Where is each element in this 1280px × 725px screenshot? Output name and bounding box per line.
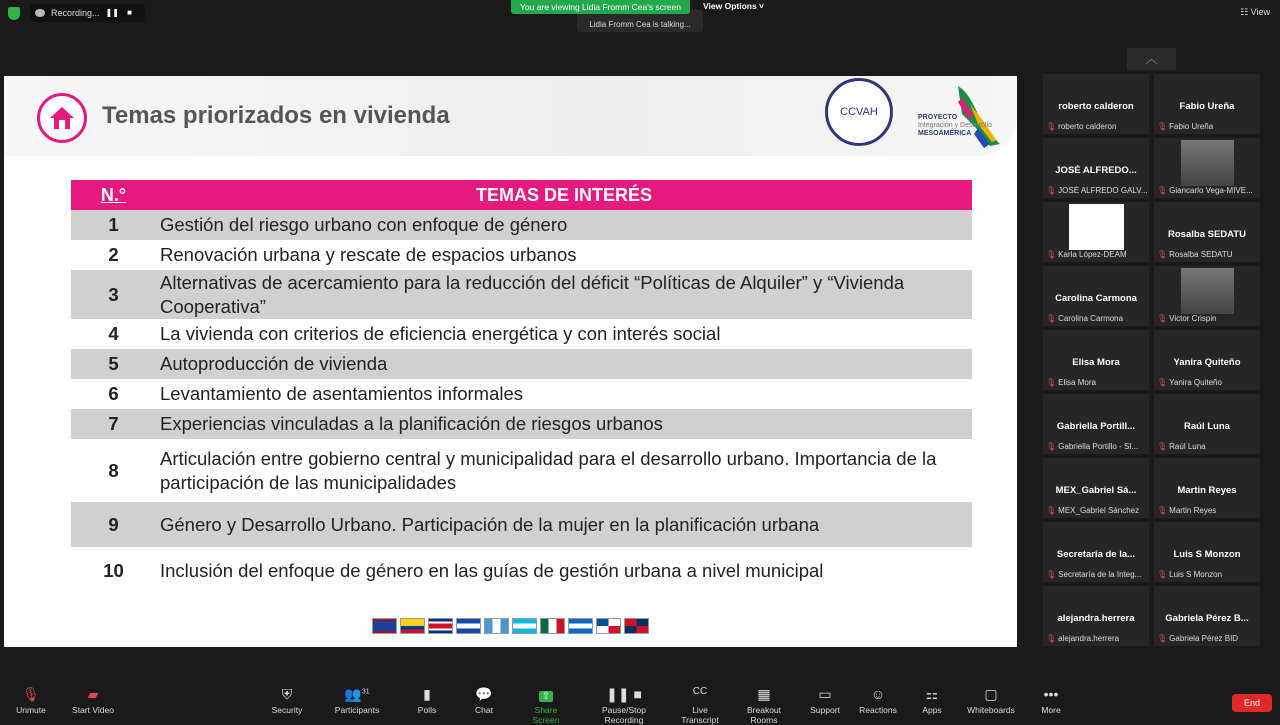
flag-panama-icon (596, 618, 621, 634)
participant-tile[interactable] (1154, 458, 1260, 518)
participant-name: Gabriella Portill... (1056, 421, 1136, 432)
participant-logo (1069, 204, 1124, 250)
row-number: 5 (71, 349, 156, 379)
row-topic: Levantamiento de asentamientos informales (160, 383, 524, 404)
participant-name: MEX_Gabriel Sá... (1055, 485, 1137, 496)
reactions-icon: ☺ (870, 686, 886, 702)
share-screen-label: Share Screen (532, 705, 560, 725)
participant-label: Martin Reyes (1169, 506, 1217, 515)
participant-name: Elisa Mora (1072, 357, 1120, 368)
breakout-rooms-icon: ▦ (757, 686, 771, 702)
participant-name: Yanira Quiteño (1173, 357, 1241, 368)
participant-tile[interactable] (1154, 266, 1260, 326)
participant-name: JOSÉ ALFREDO... (1055, 165, 1137, 176)
unmute-button[interactable] (14, 686, 48, 715)
more-button[interactable] (1040, 686, 1062, 715)
table-row (71, 502, 972, 547)
participant-tile[interactable] (1154, 330, 1260, 390)
pause-recording-icon[interactable]: ❚❚ (105, 8, 119, 17)
participant-label: roberto calderon (1058, 122, 1117, 131)
recording-indicator (30, 4, 145, 22)
start-video-label: Start Video (72, 705, 114, 715)
flag-guatemala-icon (484, 618, 509, 634)
participant-name: Fabio Ureña (1179, 101, 1235, 112)
live-transcript-button[interactable] (673, 686, 727, 725)
cc-icon: CC (692, 686, 708, 697)
shared-screen-slide (4, 76, 1017, 647)
col-num-header: N.° (71, 180, 156, 210)
col-topic-header: TEMAS DE INTERÉS (156, 180, 972, 210)
chat-icon: 💬 (475, 686, 493, 702)
live-transcript-label: Live Transcript (681, 705, 719, 725)
end-meeting-button[interactable]: End (1232, 694, 1272, 712)
flag-costa-rica-icon (428, 618, 453, 634)
polls-button[interactable] (414, 686, 440, 715)
row-topic: Autoproducción de vivienda (156, 349, 972, 379)
muted-mic-icon: 🎙 (1157, 634, 1168, 643)
participant-label: Gabriella Portillo - SI... (1058, 442, 1139, 451)
participant-label: MEX_Gabriel Sánchez (1058, 506, 1140, 515)
whiteboards-label: Whiteboards (967, 705, 1015, 715)
participant-tile[interactable] (1154, 522, 1260, 582)
muted-mic-icon: 🎙 (1046, 506, 1057, 515)
pause-recording-label: Pause/Stop Recording (602, 705, 646, 725)
participant-tile[interactable] (1043, 522, 1149, 582)
participant-tile[interactable] (1043, 202, 1149, 262)
participant-tile[interactable] (1043, 266, 1149, 326)
viewing-banner: You are viewing Lidia Fromm Cea's screen (511, 0, 690, 14)
table-row (71, 319, 972, 349)
security-label: Security (271, 705, 303, 715)
participant-name: Luis S Monzon (1173, 549, 1241, 560)
stop-recording-icon[interactable]: ■ (127, 8, 132, 17)
gallery-scroll-up-button[interactable]: ︿ (1127, 48, 1176, 70)
proyecto-mesoamerica-logo (918, 84, 1000, 152)
muted-mic-icon: 🎙 (1157, 122, 1168, 131)
participants-label: Participants (334, 705, 380, 715)
muted-mic-icon: 🎙 (1157, 186, 1168, 195)
meeting-top-bar (0, 0, 1280, 28)
muted-mic-icon: 🎙 (1046, 250, 1057, 259)
security-button[interactable] (268, 686, 306, 715)
breakout-rooms-button[interactable] (734, 686, 794, 725)
muted-mic-icon: 🎙 (1046, 442, 1057, 451)
more-dots-icon: ••• (1043, 686, 1059, 702)
talking-label: Lidia Fromm Cea is talking... (589, 20, 691, 29)
muted-mic-icon: 🎙 (1157, 378, 1168, 387)
participant-label: Carolina Carmona (1058, 314, 1124, 323)
row-topic: Renovación urbana y rescate de espacios urbanos (160, 244, 577, 265)
participant-label: Giancarlo Vega-MIVE... (1169, 186, 1253, 195)
participant-tile[interactable] (1043, 74, 1149, 134)
view-button[interactable]: ☷ View (1240, 7, 1270, 17)
row-number: 8 (108, 459, 119, 481)
muted-microphone-icon: 🎙 (22, 686, 40, 702)
participant-label: Yanira Quiteño (1169, 378, 1222, 387)
participant-name: alejandra.herrera (1057, 613, 1135, 624)
breakout-rooms-label: Breakout Rooms (746, 705, 782, 725)
muted-mic-icon: 🎙 (1046, 570, 1057, 579)
flag-colombia-icon (400, 618, 425, 634)
reactions-label: Reactions (859, 705, 897, 715)
flag-mexico-icon (540, 618, 565, 634)
security-shield-icon[interactable] (8, 7, 20, 20)
muted-mic-icon: 🎙 (1157, 570, 1168, 579)
participants-button[interactable] (333, 686, 381, 715)
participant-name: Carolina Carmona (1055, 293, 1137, 304)
participant-tile[interactable] (1154, 74, 1260, 134)
proyecto-label: PROYECTO (918, 114, 958, 121)
ccvah-logo: CCVAH (825, 78, 893, 146)
row-number: 2 (108, 244, 119, 265)
polls-icon: ▮ (423, 686, 431, 702)
topics-table (71, 180, 972, 595)
row-number: 4 (108, 323, 119, 344)
muted-mic-icon: 🎙 (1046, 122, 1057, 131)
muted-mic-icon: 🎙 (1157, 250, 1168, 259)
participant-label: Luis S Monzon (1169, 570, 1223, 579)
participants-count: 31 (361, 688, 370, 696)
reactions-button[interactable] (859, 686, 897, 715)
row-number: 1 (71, 210, 156, 240)
muted-mic-icon: 🎙 (1157, 442, 1168, 451)
flag-nicaragua-icon (568, 618, 593, 634)
participant-name: Gabriela Pérez B... (1165, 613, 1249, 624)
share-screen-button[interactable] (521, 686, 571, 725)
participant-tile[interactable] (1043, 394, 1149, 454)
row-number: 9 (71, 502, 156, 547)
flag-dominican-republic-icon (624, 618, 649, 634)
muted-mic-icon: 🎙 (1046, 378, 1057, 387)
participant-tile[interactable] (1043, 330, 1149, 390)
apps-icon: ⚏ (925, 686, 939, 702)
muted-mic-icon: 🎙 (1046, 634, 1057, 643)
participant-tile[interactable] (1154, 586, 1260, 646)
country-flags (372, 618, 649, 634)
share-screen-icon: ⇧ (521, 686, 571, 704)
polls-label: Polls (417, 705, 437, 715)
unmute-label: Unmute (16, 705, 46, 715)
row-number: 6 (108, 383, 119, 404)
row-topic: Alternativas de acercamiento para la reducción del déficit “Políticas de Alquiler” y “Vivienda Cooperativa” (156, 270, 972, 319)
table-row (71, 379, 972, 409)
participant-tile[interactable] (1154, 394, 1260, 454)
row-topic: Articulación entre gobierno central y municipalidad para el desarrollo urbano. Importancia de la participación de las municipalidades (160, 447, 937, 493)
participant-tile[interactable] (1043, 138, 1149, 198)
participant-tile[interactable] (1154, 202, 1260, 262)
participant-name: Martin Reyes (1177, 485, 1237, 496)
chat-label: Chat (475, 705, 493, 715)
table-row (71, 270, 972, 319)
meeting-toolbar (0, 683, 1280, 725)
support-icon: ▭ (818, 686, 832, 702)
pause-stop-icon: ❚❚ ■ (606, 686, 642, 702)
support-label: Support (810, 705, 840, 715)
more-label: More (1041, 705, 1061, 715)
shield-icon: ⛨ (281, 686, 293, 702)
row-topic: Género y Desarrollo Urbano. Participación de la mujer en la planificación urbana (156, 502, 972, 547)
row-topic: Experiencias vinculadas a la planificación de riesgos urbanos (156, 409, 972, 439)
participants-icon: 👥$^{31}$ (344, 686, 370, 702)
row-topic: Gestión del riesgo urbano con enfoque de género (156, 210, 972, 240)
muted-mic-icon: 🎙 (1046, 314, 1057, 323)
participant-tile[interactable] (1043, 458, 1149, 518)
participant-label: Secretaría de la Integ... (1058, 570, 1142, 579)
participant-label: Raúl Luna (1169, 442, 1206, 451)
proyecto-brand: MESOAMÉRICA (918, 130, 972, 137)
flag-el-salvador-icon (456, 618, 481, 634)
participant-tile[interactable] (1154, 138, 1260, 198)
house-icon (37, 93, 87, 143)
cloud-record-icon (35, 9, 45, 17)
participant-name: Secretaría de la... (1056, 549, 1136, 560)
row-topic: La vivienda con criterios de eficiencia energética y con interés social (160, 323, 721, 344)
recording-label: Recording... (51, 8, 100, 18)
table-header-row (71, 180, 972, 210)
participant-label: JOSÉ ALFREDO GALV... (1058, 186, 1148, 195)
table-row (71, 240, 972, 270)
participant-label: Victor Crispin (1169, 314, 1217, 323)
slide-title: Temas priorizados en vivienda (102, 102, 450, 129)
row-number: 3 (71, 270, 156, 319)
muted-mic-icon: 🎙 (1157, 506, 1168, 515)
participant-label: alejandra.herrera (1058, 634, 1120, 643)
participant-label: Karla López-DEAM (1058, 250, 1127, 259)
table-row (71, 439, 972, 502)
participant-tile[interactable] (1043, 586, 1149, 646)
support-button[interactable] (808, 686, 842, 715)
table-row (71, 409, 972, 439)
apps-label: Apps (922, 705, 942, 715)
chat-button[interactable] (472, 686, 496, 715)
whiteboard-icon: ▢ (984, 686, 998, 702)
start-video-button[interactable] (70, 686, 116, 715)
participant-label: Rosalba SEDATU (1169, 250, 1233, 259)
flag-belize-icon (372, 618, 397, 634)
muted-mic-icon: 🎙 (1046, 186, 1057, 195)
flag-honduras-icon (512, 618, 537, 634)
participant-name: roberto calderon (1058, 101, 1134, 112)
participant-video (1181, 268, 1234, 314)
whiteboards-button[interactable] (966, 686, 1016, 715)
view-options-button[interactable]: View Options ˅ (703, 1, 765, 11)
participant-label: Gabriela Pérez BID (1169, 634, 1239, 643)
row-number: 7 (71, 409, 156, 439)
table-row (71, 349, 972, 379)
muted-mic-icon: 🎙 (1157, 314, 1168, 323)
participant-name: Raúl Luna (1184, 421, 1230, 432)
video-off-icon: ▰ (87, 686, 99, 702)
participant-video (1181, 140, 1234, 186)
view-label: View (1250, 7, 1270, 17)
apps-button[interactable] (920, 686, 944, 715)
participant-name: Rosalba SEDATU (1168, 229, 1246, 240)
table-row (71, 210, 972, 240)
participant-label: Fabio Ureña (1169, 122, 1214, 131)
table-row (71, 547, 972, 595)
participant-label: Elisa Mora (1058, 378, 1096, 387)
row-topic: Inclusión del enfoque de género en las guías de gestión urbana a nivel municipal (160, 560, 824, 581)
proyecto-sub: Integración y Desarrollo (918, 122, 992, 129)
pause-stop-recording-button[interactable] (583, 686, 665, 725)
row-number: 10 (103, 560, 124, 581)
